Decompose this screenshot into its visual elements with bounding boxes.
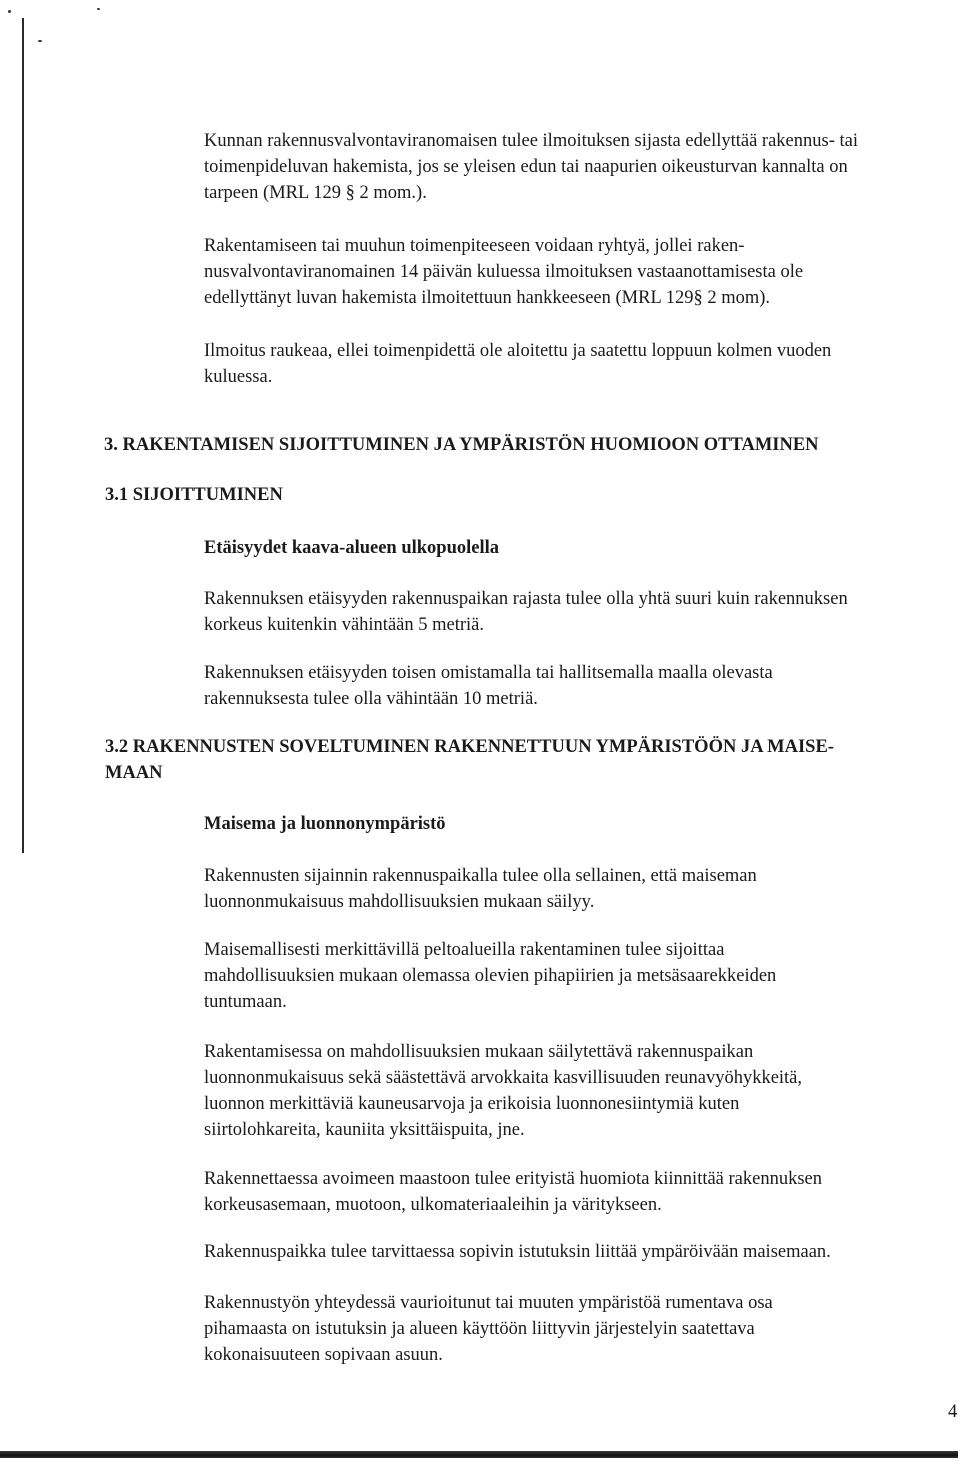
paragraph-damaged-yard: Rakennustyön yhteydessä vaurioitunut tai muuten ympäristöä rumentava osa pihamaasta on istutuksin ja alueen käyttöön liittyvin järjestelyin saatettava kokonaisuuteen sopivaan asuun. (204, 1293, 773, 1365)
subheading-distances: Etäisyydet kaava-alueen ulkopuolella (204, 538, 500, 558)
paragraph-preserve-nature: Rakentamisessa on mahdollisuuksien mukaan säilytettävä rakennuspaikan luonnonmukaisuus sekä säästettävä arvokkaita kasvillisuuden reunavyöhykkeitä, luonnon merkittäviä kauneusarvoja ja erikoisia luonnonesiintymiä kuten siirtolohkareita, kauniita yksittäispuita, jne. (204, 1042, 803, 1140)
scan-speck (8, 10, 11, 13)
paragraph-start-construction: Rakentamiseen tai muuhun toimenpiteeseen voidaan ryhtyä, jollei raken- nusvalvontaviranomainen 14 päivän kuluessa ilmoituksen vastaanottamisesta ole edellyttänyt luvan hakemista ilmoitettuun hankkeeseen (MRL 129§ 2 mom). (204, 236, 804, 308)
heading-section-3-2: 3.2 RAKENNUSTEN SOVELTUMINEN RAKENNETTUUN YMPÄRISTÖÖN JA MAISE- MAAN (105, 737, 834, 783)
paragraph-planting: Rakennuspaikka tulee tarvittaessa sopivin istutuksin liittää ympäröivään maisemaan. (204, 1242, 831, 1262)
paragraph-field-areas: Maisemallisesti merkittävillä peltoalueilla rakentaminen tulee sijoittaa mahdollisuuksien mukaan olemassa olevien pihapiirien ja metsäsaarekkeiden tuntumaan. (204, 940, 777, 1012)
paragraph-open-terrain: Rakennettaessa avoimeen maastoon tulee erityistä huomiota kiinnittää rakennuksen korkeusasemaan, muotoon, ulkomateriaaleihin ja väritykseen. (204, 1169, 823, 1215)
page-number: 4 (948, 1402, 958, 1422)
paragraph-notification-requirement: Kunnan rakennusvalvontaviranomaisen tulee ilmoituksen sijasta edellyttää rakennus- tai toimenpideluvan hakemista, jos se yleisen edun tai naapurien oikeusturvan kannalta on tarpeen (MRL 129 § 2 mom.). (204, 131, 858, 203)
paragraph-placement-naturalness: Rakennusten sijainnin rakennuspaikalla tulee olla sellainen, että maiseman luonnonmukaisuus mahdollisuuksien mukaan säilyy. (204, 866, 757, 912)
heading-section-3: 3. RAKENTAMISEN SIJOITTUMINEN JA YMPÄRISTÖN HUOMIOON OTTAMINEN (104, 435, 819, 455)
paragraph-notification-expiry: Ilmoitus raukeaa, ellei toimenpidettä ole aloitettu ja saatettu loppuun kolmen vuoden kuluessa. (204, 341, 832, 387)
scan-speck (38, 40, 42, 42)
paragraph-distance-neighbor: Rakennuksen etäisyyden toisen omistamalla tai hallitsemalla maalla olevasta rakennuksesta tulee olla vähintään 10 metriä. (204, 663, 773, 709)
scan-speck (97, 8, 100, 10)
scan-bottom-edge-bar (0, 1451, 958, 1458)
heading-section-3-1: 3.1 SIJOITTUMINEN (105, 485, 283, 505)
scan-left-edge-line (22, 18, 24, 853)
subheading-landscape: Maisema ja luonnonympäristö (204, 814, 446, 834)
paragraph-distance-boundary: Rakennuksen etäisyyden rakennuspaikan rajasta tulee olla yhtä suuri kuin rakennuksen korkeus kuitenkin vähintään 5 metriä. (204, 589, 848, 635)
